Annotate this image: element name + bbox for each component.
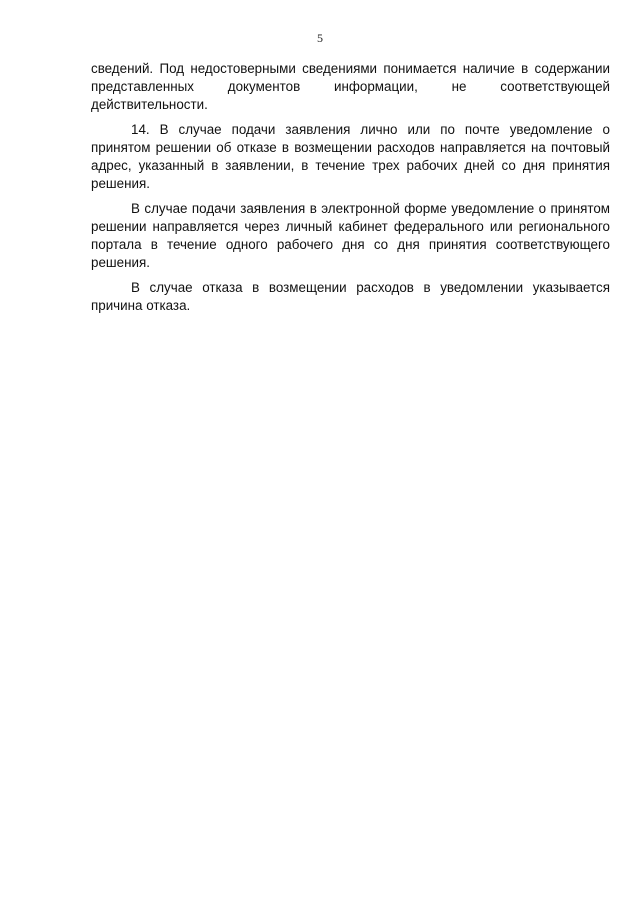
document-body — [91, 60, 610, 322]
paragraph-item-14: 14. В случае подачи заявления лично или по почте уведомление о принятом решении об отказе в возмещении расходов направляется на почтовый адрес, указанный в заявлении, в течение трех рабочих дней со дня принятия решения. — [91, 122, 610, 191]
paragraph-continuation: сведений. Под недостоверными сведениями понимается наличие в содержании представленных документов информации, не соответствующей действительности. — [91, 61, 610, 112]
paragraph-electronic-form: В случае подачи заявления в электронной форме уведомление о принятом решении направляется через личный кабинет федерального или регионального портала в течение одного рабочего дня со дня принятия соответствующего решения. — [91, 201, 610, 270]
page-number: 5 — [317, 31, 323, 45]
paragraph-refusal-reason: В случае отказа в возмещении расходов в уведомлении указывается причина отказа. — [91, 280, 610, 313]
